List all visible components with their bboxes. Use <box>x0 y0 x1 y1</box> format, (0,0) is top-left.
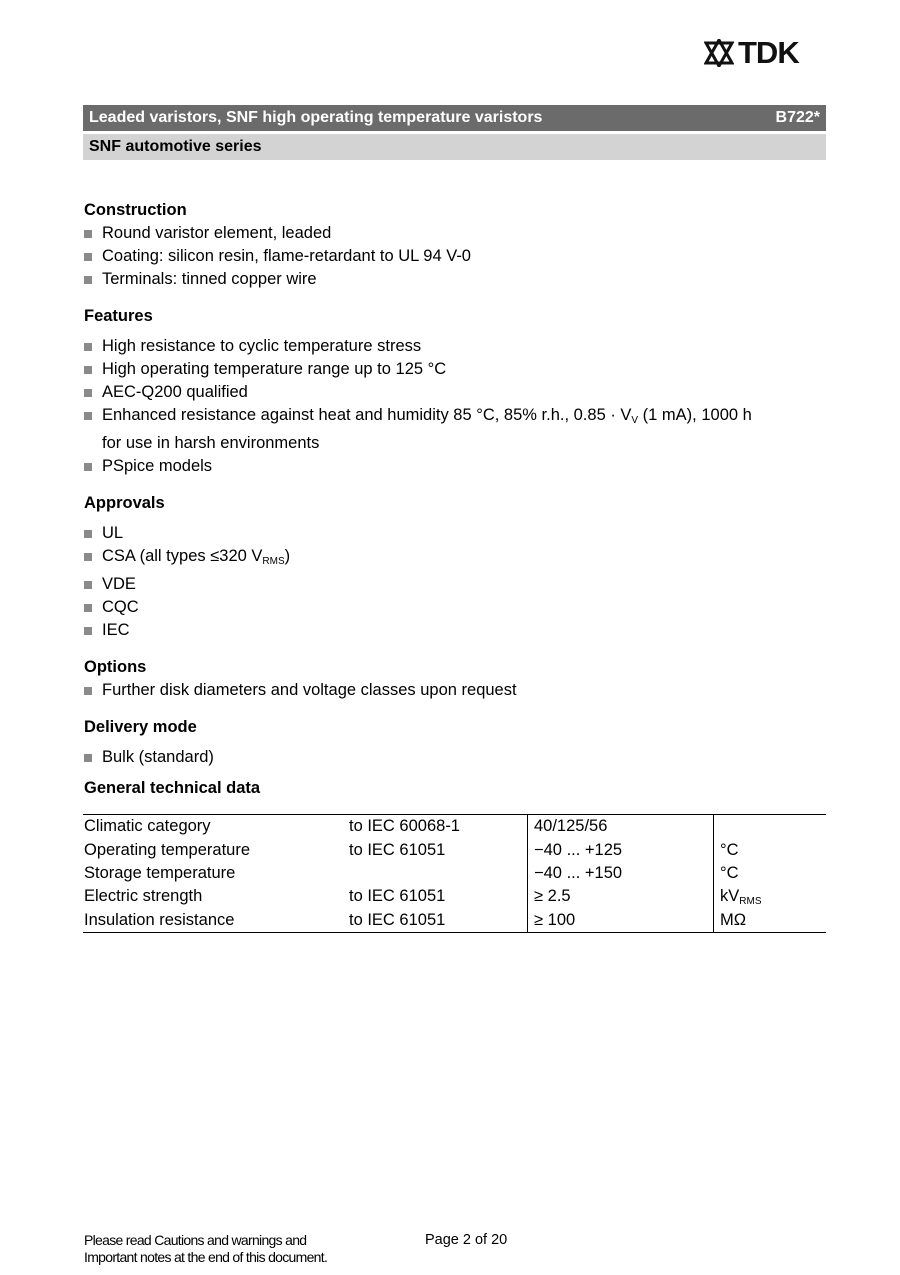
section-heading: Delivery mode <box>84 718 197 736</box>
list-item: UL <box>84 522 826 545</box>
list-item: Round varistor element, leaded <box>84 222 826 245</box>
tech-data-table <box>83 814 826 933</box>
bullet-icon <box>84 581 92 589</box>
list-item: Enhanced resistance against heat and humidity 85 °C, 85% r.h., $0.85 \cdot V_V$ (1 mA), 1000 h for use in harsh environments <box>84 404 826 455</box>
bullet-icon <box>84 604 92 612</box>
bullet-icon <box>84 412 92 420</box>
bullet-icon <box>84 687 92 695</box>
features-section <box>84 305 826 478</box>
construction-list <box>84 222 826 291</box>
list-item: Terminals: tinned copper wire <box>84 268 826 291</box>
page-number: Page 2 of 20 <box>425 1232 508 1248</box>
list-item: PSpice models <box>84 455 826 478</box>
bullet-icon <box>84 276 92 284</box>
approvals-list <box>84 522 826 642</box>
document-title: Leaded varistors, SNF high operating temperature varistors <box>89 109 543 126</box>
bullet-icon <box>84 366 92 374</box>
bullet-icon <box>84 253 92 261</box>
approvals-section <box>84 492 826 642</box>
document-title-bar <box>83 105 826 131</box>
table-divider <box>527 815 528 932</box>
list-item: High resistance to cyclic temperature stress <box>84 335 826 358</box>
table-row: Operating temperature to IEC 61051 −40 ... +125 °C <box>84 840 739 859</box>
list-item: Further disk diameters and voltage classes upon request <box>84 679 826 702</box>
section-heading: Options <box>84 658 147 676</box>
section-heading: Approvals <box>84 494 165 512</box>
bullet-icon <box>84 343 92 351</box>
table-divider <box>713 815 714 932</box>
footer-note: Please read Cautions and warnings and Important notes at the end of this document. <box>84 1232 328 1265</box>
bullet-icon <box>84 627 92 635</box>
list-item: IEC <box>84 619 826 642</box>
tdk-logo-icon <box>704 39 734 67</box>
delivery-mode-section <box>84 716 826 769</box>
table-row: Climatic category to IEC 60068-1 40/125/56 <box>84 817 608 836</box>
logo-text: TDK <box>738 35 799 70</box>
bullet-icon <box>84 389 92 397</box>
construction-section <box>84 199 826 291</box>
bullet-icon <box>84 463 92 471</box>
options-list <box>84 679 826 702</box>
list-item: CSA (all types ≤320 $V_{RMS}$) <box>84 545 826 573</box>
list-item: VDE <box>84 573 826 596</box>
options-section <box>84 656 826 702</box>
delivery-mode-list <box>84 746 826 769</box>
tdk-logo <box>704 35 826 70</box>
section-heading: Features <box>84 307 153 325</box>
table-row: Storage temperature −40 ... +150 °C <box>84 863 739 882</box>
list-item: Coating: silicon resin, flame-retardant to UL 94 V-0 <box>84 245 826 268</box>
bullet-icon <box>84 230 92 238</box>
document-code: B722* <box>775 109 820 126</box>
section-heading: Construction <box>84 201 187 219</box>
list-item: AEC-Q200 qualified <box>84 381 826 404</box>
list-item: High operating temperature range up to 125 °C <box>84 358 826 381</box>
features-list <box>84 335 826 478</box>
main-content <box>84 199 826 783</box>
bullet-icon <box>84 530 92 538</box>
series-subtitle-bar <box>83 134 826 160</box>
list-item: CQC <box>84 596 826 619</box>
tech-data-heading: General technical data <box>84 779 261 797</box>
list-item: Bulk (standard) <box>84 746 826 769</box>
table-row: Electric strength to IEC 61051 ≥ 2.5 $kV_{RMS}$ <box>84 886 762 907</box>
series-subtitle: SNF automotive series <box>89 138 262 155</box>
bullet-icon <box>84 754 92 762</box>
table-row: Insulation resistance to IEC 61051 ≥ 100 MΩ <box>84 910 747 929</box>
bullet-icon <box>84 553 92 561</box>
